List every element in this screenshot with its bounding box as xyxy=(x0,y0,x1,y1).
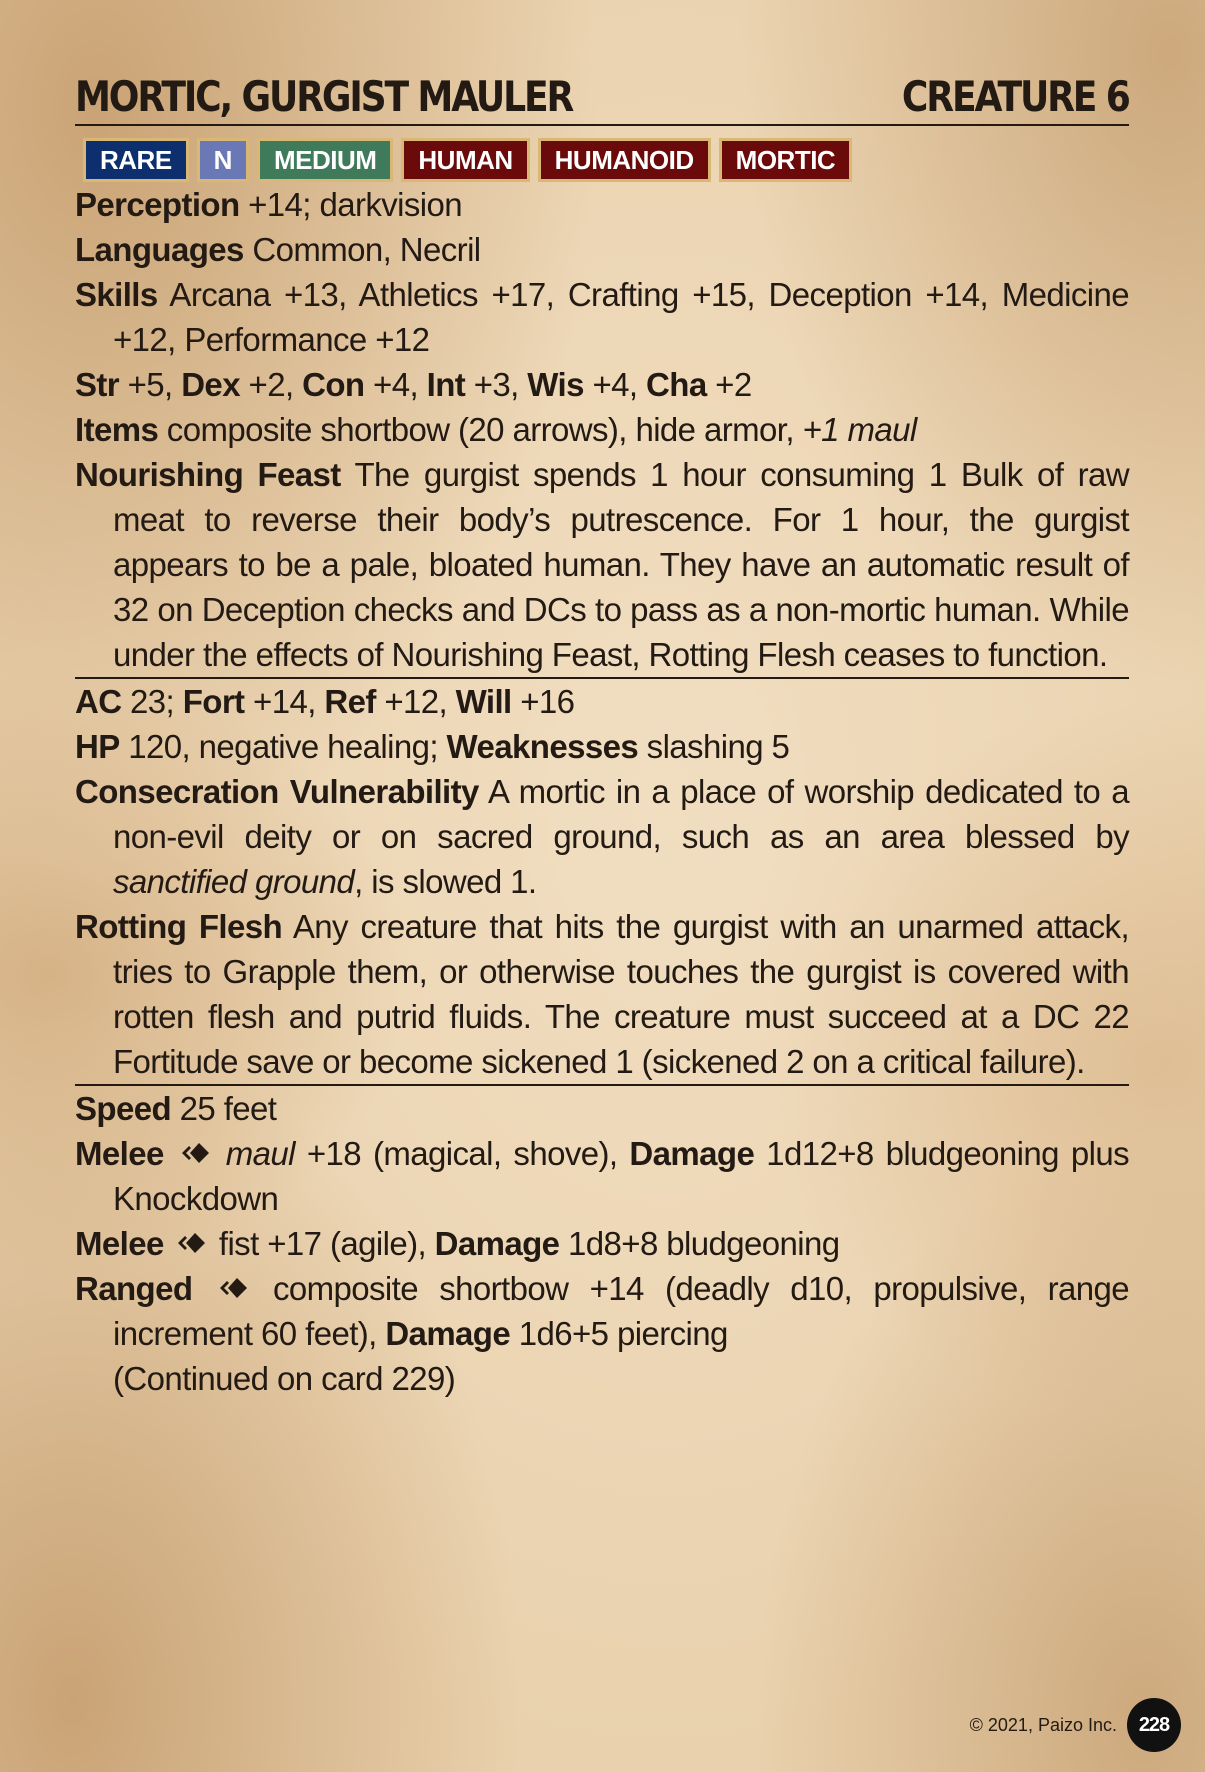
rotting-flesh-label: Rotting Flesh xyxy=(75,908,283,945)
damage-value: 1d12+8 bludgeoning plus Knockdown xyxy=(113,1135,1129,1217)
sanctified-ground-spell[interactable]: sanctified ground xyxy=(113,863,355,900)
trait-rare[interactable]: RARE xyxy=(83,138,189,182)
perception-value: +14; darkvision xyxy=(248,186,463,223)
perception-label: Perception xyxy=(75,186,240,223)
attributes-line xyxy=(75,362,1129,407)
hp-value: 120, negative healing; xyxy=(128,728,438,765)
wis-value: +4, xyxy=(592,366,638,403)
attack-label: Melee xyxy=(75,1225,164,1262)
items-line xyxy=(75,407,1129,452)
nourishing-feast-label: Nourishing Feast xyxy=(75,456,341,493)
trait-size[interactable]: MEDIUM xyxy=(257,138,393,182)
nourishing-feast-text: The gurgist spends 1 hour consuming 1 Bulk of raw meat to reverse their body’s putrescence. For 1 hour, the gurgist appears to be a pale, bloated human. They have an automatic result of 32 on Deception checks and DCs to pass as a non-mortic human. While under the effects of Nourishing Feast, Rotting Flesh ceases to function. xyxy=(113,456,1130,673)
rotting-flesh-text: Any creature that hits the gurgist with an unarmed attack, tries to Grapple them, or otherwise touches the gurgist is covered with rotten flesh and putrid fluids. The creature must succeed at a DC 22 Fortitude save or become sickened 1 (sickened 2 on a critical failure). xyxy=(113,908,1130,1080)
stat-block xyxy=(75,68,1129,1401)
damage-label: Damage xyxy=(629,1135,755,1172)
trait-alignment[interactable]: N xyxy=(197,138,249,182)
con-label: Con xyxy=(302,366,365,403)
attack-weapon: fist xyxy=(218,1225,259,1262)
perception-line xyxy=(75,182,1129,227)
ac-value: 23; xyxy=(130,683,175,720)
cha-label: Cha xyxy=(646,366,707,403)
items-label: Items xyxy=(75,411,159,448)
str-value: +5, xyxy=(127,366,173,403)
consecration-label: Consecration Vulnerability xyxy=(75,773,479,810)
damage-value: 1d8+8 bludgeoning xyxy=(568,1225,840,1262)
copyright: © 2021, Paizo Inc. xyxy=(969,1714,1117,1735)
will-label: Will xyxy=(455,683,512,720)
languages-label: Languages xyxy=(75,231,244,268)
hp-label: HP xyxy=(75,728,120,765)
dex-label: Dex xyxy=(181,366,240,403)
footer xyxy=(970,1698,1181,1752)
int-label: Int xyxy=(426,366,466,403)
will-value: +16 xyxy=(520,683,575,720)
str-label: Str xyxy=(75,366,120,403)
magic-item[interactable]: +1 maul xyxy=(802,411,917,448)
speed-label: Speed xyxy=(75,1090,172,1127)
wis-label: Wis xyxy=(527,366,584,403)
title-row xyxy=(75,68,1129,126)
fort-value: +14, xyxy=(253,683,316,720)
consecration-text-b: , is slowed 1. xyxy=(354,863,537,900)
int-value: +3, xyxy=(473,366,519,403)
damage-value: 1d6+5 piercing xyxy=(518,1315,728,1352)
speed-line xyxy=(75,1086,1129,1131)
trait-humanoid[interactable]: HUMANOID xyxy=(538,138,711,182)
page-number-badge: 228 xyxy=(1127,1698,1181,1752)
ref-label: Ref xyxy=(324,683,376,720)
attack-bonus: +14 (deadly d10, propulsive, range increment 60 feet), xyxy=(113,1270,1130,1352)
nourishing-feast-line xyxy=(75,452,1129,677)
single-action-icon xyxy=(216,1273,250,1303)
languages-line xyxy=(75,227,1129,272)
damage-label: Damage xyxy=(434,1225,560,1262)
single-action-icon xyxy=(174,1228,208,1258)
ref-value: +12, xyxy=(384,683,448,720)
skills-line xyxy=(75,272,1129,362)
rotting-flesh-line xyxy=(75,904,1129,1084)
dex-value: +2, xyxy=(248,366,294,403)
weaknesses-value: slashing 5 xyxy=(646,728,790,765)
fort-label: Fort xyxy=(182,683,245,720)
attack-bonus: +18 (magical, shove), xyxy=(306,1135,618,1172)
attack-bonus: +17 (agile), xyxy=(267,1225,427,1262)
continued-note: (Continued on card 229) xyxy=(113,1360,456,1397)
trait-human[interactable]: HUMAN xyxy=(401,138,529,182)
trait-list xyxy=(83,138,1129,182)
skills-label: Skills xyxy=(75,276,158,313)
items-value: composite shortbow (20 arrows), hide armor, xyxy=(166,411,803,448)
damage-label: Damage xyxy=(385,1315,511,1352)
attack-fist xyxy=(75,1221,1129,1266)
attack-maul xyxy=(75,1131,1129,1221)
speed-value: 25 feet xyxy=(179,1090,277,1127)
consecration-line xyxy=(75,769,1129,904)
attack-shortbow xyxy=(75,1266,1129,1356)
creature-name: MORTIC, GURGIST MAULER xyxy=(75,72,573,121)
attack-weapon: composite shortbow xyxy=(272,1270,569,1307)
skills-value: Arcana +13, Athletics +17, Crafting +15, Deception +14, Medicine +12, Performance +12 xyxy=(113,276,1129,358)
single-action-icon xyxy=(178,1138,212,1168)
consecration-text-a: A mortic in a place of worship dedicated to a non-evil deity or on sacred ground, such as an area blessed by xyxy=(113,773,1129,855)
defense-line xyxy=(75,679,1129,724)
creature-level: CREATURE 6 xyxy=(902,72,1129,121)
weaknesses-label: Weaknesses xyxy=(446,728,639,765)
trait-mortic[interactable]: MORTIC xyxy=(719,138,853,182)
attack-weapon: maul xyxy=(225,1135,295,1172)
attack-label: Melee xyxy=(75,1135,164,1172)
ac-label: AC xyxy=(75,683,122,720)
cha-value: +2 xyxy=(715,366,752,403)
languages-value: Common, Necril xyxy=(252,231,481,268)
hp-line xyxy=(75,724,1129,769)
attack-label: Ranged xyxy=(75,1270,193,1307)
con-value: +4, xyxy=(373,366,419,403)
